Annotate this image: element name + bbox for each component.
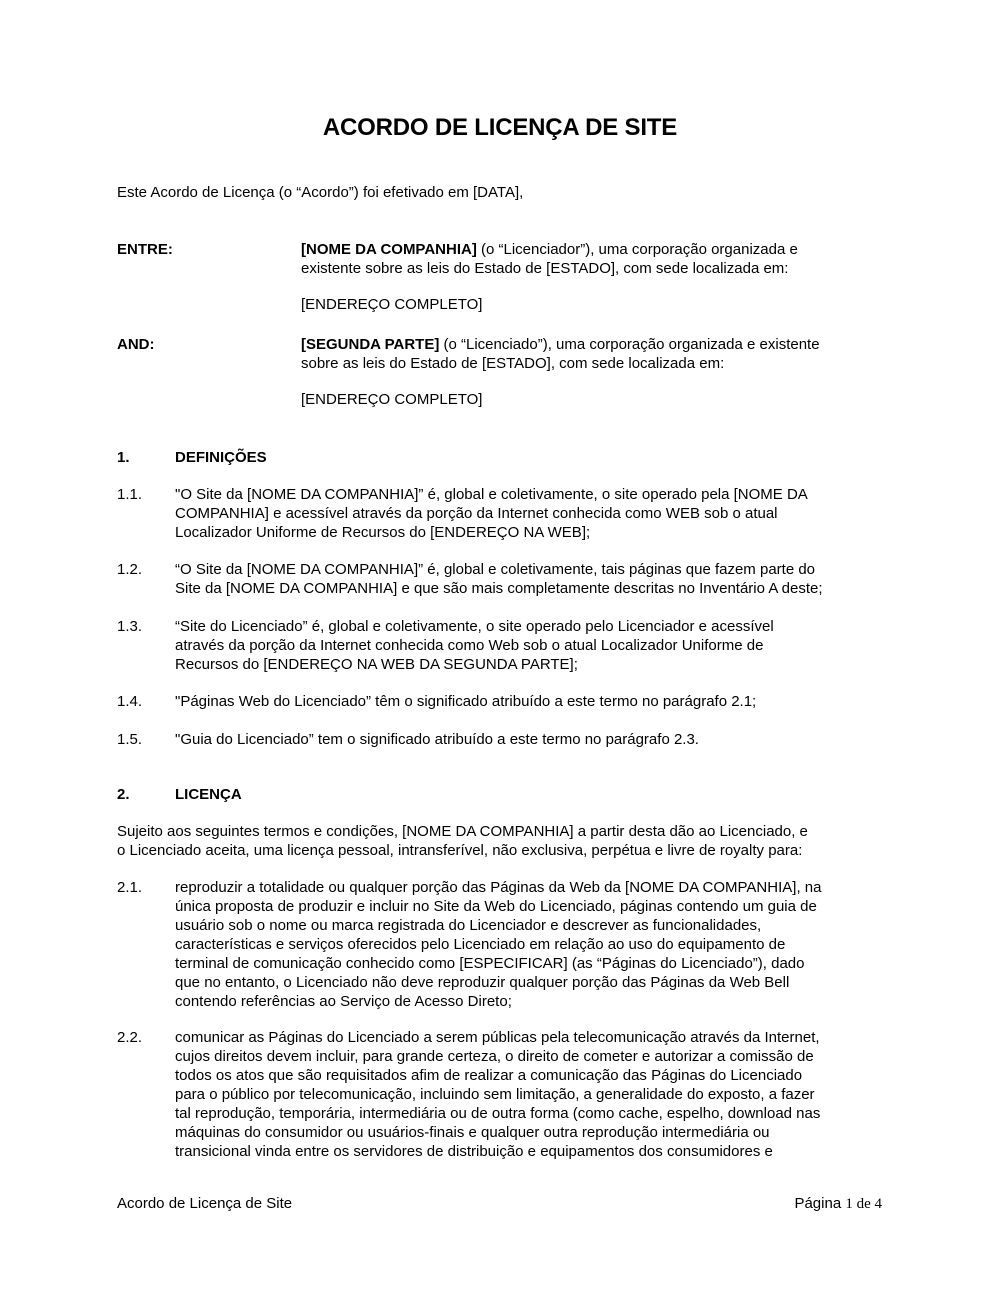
party-description: [NOME DA COMPANHIA] (o “Licenciador”), uma corporação organizada e existente sobre as leis do Estado de [ESTADO], com sede localizada em: xyxy=(301,241,798,277)
party-description: [SEGUNDA PARTE] (o “Licenciado”), uma corporação organizada e existente sobre as leis do Estado de [ESTADO], com sede localizada em: xyxy=(301,336,820,372)
party-address: [ENDEREÇO COMPLETO] xyxy=(301,391,483,408)
intro-paragraph: Este Acordo de Licença (o “Acordo”) foi efetivado em [DATA], xyxy=(117,184,524,201)
license-intro-paragraph: Sujeito aos seguintes termos e condições, [NOME DA COMPANHIA] a partir desta dão ao Licenciado, e o Licenciado aceita, uma licença pessoal, intransferível, não exclusiva, perpétua e livre de royalty para: xyxy=(117,823,808,859)
footer-document-title: Acordo de Licença de Site xyxy=(117,1195,293,1212)
party-label: ENTRE: xyxy=(117,241,173,258)
document-title: ACORDO DE LICENÇA DE SITE xyxy=(322,114,678,141)
party-name: [NOME DA COMPANHIA] xyxy=(301,241,477,258)
party-name: [SEGUNDA PARTE] xyxy=(301,336,440,353)
document-page: ACORDO DE LICENÇA DE SITE Este Acordo de Licença (o “Acordo”) foi efetivado em [DATA], ENTRE: [NOME DA COMPANHIA] (o “Licenciador”), uma corporação organizada e existente sobre as leis do Estado de [ESTADO], com sede localizada em: [ENDEREÇO COMPLETO] AND: [SEGUNDA PARTE] (o “Licenciado”), uma corporação organizada e existente sobre as leis do Estado de [ESTADO], com sede localizada em: [ENDEREÇO COMPLETO] 1. DEFINIÇÕES 1.1. "O Site da [NOME DA COMPANHIA]” é, global e coletivamente, o site operado pela [NOME DA COMPANHIA] e acessível através da porção da Internet conhecida como WEB sob o atual Localizador Uniforme de Recursos do [ENDEREÇO NA WEB]; 1.2. “O Site da [NOME DA COMPANHIA]” é, global e coletivamente, tais páginas que fazem parte do Site da [NOME DA COMPANHIA] e que são mais completamente descritas no Inventário A deste; 1.3. “Site do Licenciado” é, global e coletivamente, o site operado pelo Licenciador e acessível através da porção da Internet conhecida como Web sob o atual Localizador Uniforme de Recursos do [ENDEREÇO NA WEB DA SEGUNDA PARTE]; 1.4. "Páginas Web do Licenciado” têm o significado atribuído a este termo no parágrafo 2.1; 1.5. "Guia do Licenciado” tem o significado atribuído a este termo no parágrafo 2.3. 2. LICENÇA Sujeito aos seguintes termos e condições, [NOME DA COMPANHIA] a partir desta dão ao Licenciado, e o Licenciado aceita, uma licença pessoal, intransferível, não exclusiva, perpétua e livre de royalty para: 2.1. reproduzir a totalidade ou qualquer porção das Páginas da Web da [NOME DA COMPANHIA], na única proposta de produzir e incluir no Site da Web do Licenciado, páginas contendo um guia de usuário sob o nome ou marca registrada do Licenciador e descrever as funcionalidades, características e serviços oferecidos pelo Licenciado em relação ao uso do equipamento de terminal de comunicação conhecido como [ESPECIFICAR] (as “Páginas do Licenciado”), dado que no entanto, o Licenciado não deve reproduzir qualquer porção das Páginas da Web Bell contendo referências ao Serviço de Acesso Direto; 2.2. comunicar as Páginas do Licenciado a serem públicas pela telecomunicação através da Internet, cujos direitos devem incluir, para grande certeza, o direito de cometer e autorizar a comissão de todos os atos que são requisitados afim de realizar a comunicação das Páginas do Licenciado para o público por telecomunicação, incluindo sem limitação, a generalidade do exposto, a fazer tal reprodução, temporária, intermediária ou de outra forma (como cache, espelho, download nas máquinas do consumidor ou usuários-finais e qualquer outra reprodução intermediária ou transicional vinda entre os servidores de distribuição e equipamentos dos consumidores e Acordo de Licença de Site Página 1 de 4 xyxy=(0,0,1000,1290)
party-address: [ENDEREÇO COMPLETO] xyxy=(301,296,483,313)
party-label: AND: xyxy=(117,336,155,353)
page-number: Página 1 de 4 xyxy=(794,1195,882,1212)
